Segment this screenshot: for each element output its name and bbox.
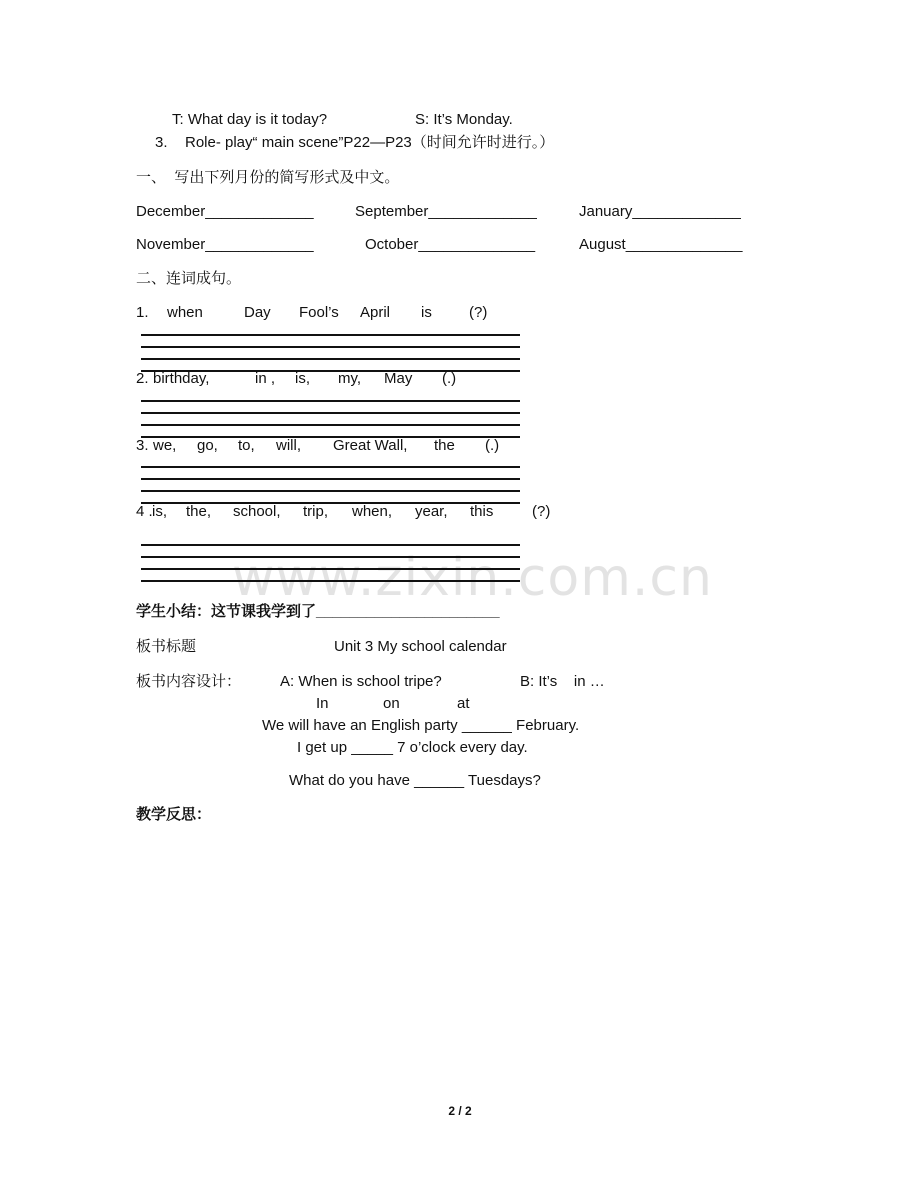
watermark: www.zixin.com.cn <box>232 548 713 608</box>
board-example-1: We will have an English party ______ February. <box>262 717 580 734</box>
section-heading-sentences: 二、连词成句。 <box>136 270 242 287</box>
month-item: December_____________ <box>136 203 314 220</box>
board-line-b: B: It’s in … <box>520 673 605 690</box>
word: will, <box>276 437 301 454</box>
word: trip, <box>303 503 329 520</box>
word: we, <box>153 437 177 454</box>
word: birthday, <box>153 370 210 387</box>
answer-line <box>141 568 520 570</box>
month-item: August______________ <box>579 236 743 253</box>
word: May <box>384 370 413 387</box>
answer-line <box>141 580 520 582</box>
student-line: S: It’s Monday. <box>415 111 513 128</box>
item-number: 3. <box>136 437 149 454</box>
section-heading-months: 一、 写出下列月份的简写形式及中文。 <box>136 169 400 186</box>
word: when, <box>352 503 393 520</box>
word: the <box>434 437 455 454</box>
board-line-a: A: When is school tripe? <box>280 673 442 690</box>
preposition: at <box>457 695 470 712</box>
answer-line <box>141 424 520 426</box>
board-example-2: I get up _____ 7 o’clock every day. <box>297 739 528 756</box>
board-title-label: 板书标题 <box>136 638 197 655</box>
word: is, <box>152 503 167 520</box>
answer-line <box>141 544 520 546</box>
word: Fool’s <box>299 304 339 321</box>
step-number: 3. <box>155 134 168 151</box>
word: Day <box>244 304 271 321</box>
word: is <box>421 304 432 321</box>
month-item: January_____________ <box>579 203 741 220</box>
item-number: 1. <box>136 304 149 321</box>
word: go, <box>197 437 218 454</box>
item-number: 4 . <box>136 503 153 520</box>
word: year, <box>415 503 448 520</box>
word: school, <box>233 503 281 520</box>
preposition: on <box>383 695 400 712</box>
board-content-label: 板书内容设计： <box>136 673 242 690</box>
answer-line <box>141 478 520 480</box>
word: (?) <box>532 503 551 520</box>
word: to, <box>238 437 255 454</box>
word: in , <box>255 370 276 387</box>
step-text: Role- play“ main scene”P22—P23（时间允许时进行。） <box>185 134 555 151</box>
board-example-3: What do you have ______ Tuesdays? <box>289 772 541 789</box>
answer-line <box>141 358 520 360</box>
preposition: In <box>316 695 329 712</box>
answer-line <box>141 556 520 558</box>
board-title-value: Unit 3 My school calendar <box>334 638 507 655</box>
page-number: 2 / 2 <box>448 1104 472 1118</box>
answer-line <box>141 346 520 348</box>
word: (?) <box>469 304 488 321</box>
item-number: 2. <box>136 370 149 387</box>
word: my, <box>338 370 362 387</box>
answer-line <box>141 490 520 492</box>
word: this <box>470 503 494 520</box>
word: (.) <box>485 437 500 454</box>
answer-line <box>141 400 520 402</box>
month-item: October______________ <box>365 236 536 253</box>
word: is, <box>295 370 310 387</box>
answer-line <box>141 412 520 414</box>
word: when <box>167 304 203 321</box>
word: the, <box>186 503 212 520</box>
month-item: November_____________ <box>136 236 314 253</box>
teacher-line: T: What day is it today? <box>172 111 328 128</box>
word: April <box>360 304 391 321</box>
month-item: September_____________ <box>355 203 537 220</box>
word: Great Wall, <box>333 437 408 454</box>
word: (.) <box>442 370 457 387</box>
student-summary: 学生小结：这节课我学到了______________________ <box>136 603 500 620</box>
teaching-reflection: 教学反思： <box>136 806 212 823</box>
answer-line <box>141 334 520 336</box>
answer-line <box>141 466 520 468</box>
